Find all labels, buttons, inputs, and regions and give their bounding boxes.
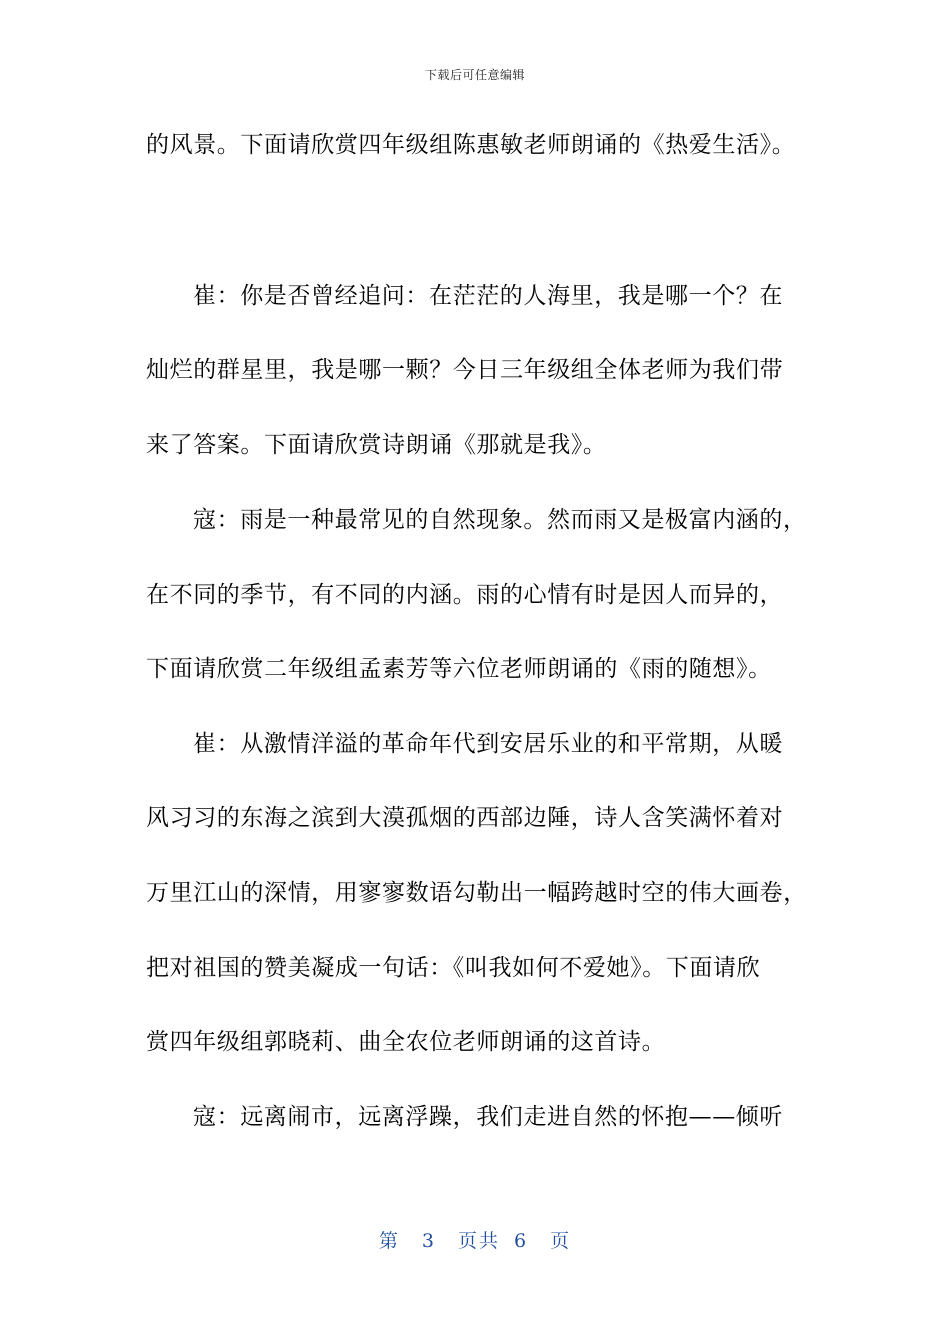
- text-line: 寇：远离闹市，远离浮躁，我们走进自然的怀抱——倾听: [193, 1104, 783, 1130]
- page-header: 下载后可任意编辑: [424, 68, 525, 82]
- page-word: 第: [378, 1230, 400, 1252]
- text-line: 来了答案。下面请欣赏诗朗诵《那就是我》。: [146, 432, 607, 458]
- text-line: 把对祖国的赞美凝成一句话：《叫我如何不爱她》。下面请欣: [146, 955, 761, 981]
- text-line: 风习习的东海之滨到大漠孤烟的西部边陲，诗人含笑满怀着对: [146, 805, 784, 831]
- text-line: 赏四年级组郭晓莉、曲全农位老师朗诵的这首诗。: [146, 1029, 666, 1055]
- page-footer: [0, 1226, 950, 1253]
- text-line: 崔：你是否曾经追问：在茫茫的人海里，我是哪一个？在: [193, 283, 783, 309]
- text-line: 在不同的季节，有不同的内涵。雨的心情有时是因人而异的，: [146, 582, 784, 608]
- total-pages: 6: [514, 1230, 529, 1252]
- text-line: 寇：雨是一种最常见的自然现象。然而雨又是极富内涵的，: [193, 507, 807, 533]
- page-number: 3: [421, 1230, 436, 1252]
- text-line: 灿烂的群星里，我是哪一颗？今日三年级组全体老师为我们带: [146, 357, 784, 383]
- text-line: 崔：从激情洋溢的革命年代到安居乐业的和平常期，从暖: [193, 731, 783, 757]
- text-line: 的风景。下面请欣赏四年级组陈惠敏老师朗诵的《热爱生活》。: [146, 132, 796, 158]
- text-line: 下面请欣赏二年级组孟素芳等六位老师朗诵的《雨的随想》。: [146, 656, 772, 682]
- text-line: 万里江山的深情，用寥寥数语勾勒出一幅跨越时空的伟大画卷，: [146, 880, 807, 906]
- page-end: 页: [550, 1230, 572, 1252]
- page-of: 页共: [457, 1230, 500, 1252]
